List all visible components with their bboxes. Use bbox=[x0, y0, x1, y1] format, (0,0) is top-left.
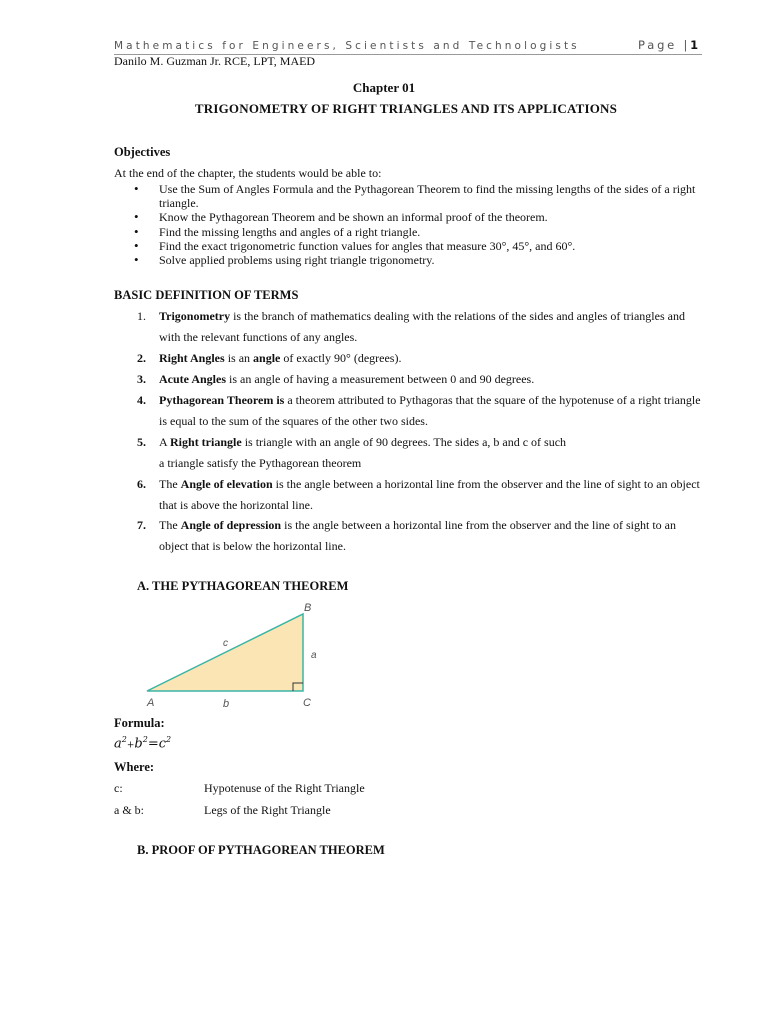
vertex-a-label: A bbox=[147, 697, 155, 709]
term-definition: is the angle between a horizontal line from the observer and the line of sight to an object that is above the horizontal line. bbox=[159, 477, 700, 512]
side-c-label: c bbox=[223, 638, 228, 649]
objective-item: • Use the Sum of Angles Formula and the Pythagorean Theorem to find the missing lengths of the sides of a right triangle. bbox=[134, 182, 704, 210]
terms-heading: BASIC DEFINITION OF TERMS bbox=[114, 288, 299, 302]
term-definition: a theorem attributed to Pythagoras that the square of the hypotenuse of a right triangle is equal to the sum of the squares of the other two sides. bbox=[159, 393, 701, 428]
objectives-list bbox=[134, 182, 704, 267]
running-header-title: Mathematics for Engineers, Scientists and Technologists bbox=[114, 40, 580, 52]
author-line: Danilo M. Guzman Jr. RCE, LPT, MAED bbox=[114, 54, 316, 68]
term-number: 1. bbox=[137, 309, 146, 323]
formula-exponent: 2 bbox=[142, 735, 148, 744]
page-number-value: 1 bbox=[690, 38, 699, 52]
term-definition: of exactly 90° (degrees). bbox=[280, 351, 402, 365]
term-number: 5. bbox=[137, 435, 146, 449]
section-b-heading: B. PROOF OF PYTHAGOREAN THEOREM bbox=[137, 843, 385, 857]
triangle-shape bbox=[147, 614, 303, 691]
term-text bbox=[159, 515, 707, 557]
objective-item: • Know the Pythagorean Theorem and be shown an informal proof of the theorem. bbox=[134, 210, 704, 224]
page-number bbox=[638, 38, 698, 52]
term-definition: is an angle of having a measurement between 0 and 90 degrees. bbox=[226, 372, 535, 386]
variable-label: c: bbox=[114, 781, 123, 795]
formula-b: b bbox=[134, 736, 143, 752]
section-a-heading: A. THE PYTHAGOREAN THEOREM bbox=[137, 579, 349, 593]
term-item-right-triangle bbox=[137, 432, 707, 474]
term-definition-line-2: a triangle satisfy the Pythagorean theorem bbox=[159, 456, 362, 470]
right-triangle-diagram bbox=[130, 598, 330, 714]
objective-item: • Find the exact trigonometric function values for angles that measure 30°, 45°, and 60°. bbox=[134, 239, 704, 253]
term-keyword-2: angle bbox=[253, 351, 281, 365]
term-keyword: Angle of elevation bbox=[180, 477, 273, 491]
term-number: 7. bbox=[137, 518, 146, 532]
term-connector: is an bbox=[224, 351, 254, 365]
pythagorean-formula bbox=[114, 735, 171, 751]
term-keyword: Acute Angles bbox=[159, 372, 226, 386]
term-item-pythagorean-theorem bbox=[137, 390, 707, 432]
variable-label: a & b: bbox=[114, 803, 144, 817]
term-number: 6. bbox=[137, 477, 146, 491]
chapter-title: TRIGONOMETRY OF RIGHT TRIANGLES AND ITS APPLICATIONS bbox=[194, 101, 618, 116]
where-heading: Where: bbox=[114, 760, 155, 774]
vertex-c-label: C bbox=[303, 697, 311, 709]
objective-item: • Find the missing lengths and angles of a right triangle. bbox=[134, 225, 704, 239]
term-number: 2. bbox=[137, 351, 146, 365]
objectives-heading: Objectives bbox=[114, 145, 171, 159]
formula-exponent: 2 bbox=[121, 735, 127, 744]
term-prefix: The bbox=[159, 518, 181, 532]
term-definition: is the angle between a horizontal line from the observer and the line of sight to an object that is below the horizontal line. bbox=[159, 518, 676, 553]
term-keyword: Trigonometry bbox=[159, 309, 231, 323]
formula-c: c bbox=[158, 736, 167, 752]
variable-definition: Hypotenuse of the Right Triangle bbox=[204, 781, 365, 795]
formula-heading: Formula: bbox=[114, 716, 165, 730]
term-keyword: Angle of depression bbox=[180, 518, 282, 532]
term-text bbox=[159, 306, 707, 348]
page-label: Page | bbox=[638, 38, 691, 52]
term-keyword: Right Angles bbox=[159, 351, 225, 365]
term-text bbox=[159, 390, 707, 432]
side-a-label: a bbox=[311, 650, 317, 661]
term-keyword: Right triangle bbox=[170, 435, 242, 449]
term-item-trigonometry bbox=[137, 306, 707, 348]
variable-definition: Legs of the Right Triangle bbox=[204, 803, 331, 817]
side-b-label: b bbox=[223, 698, 230, 710]
term-text bbox=[159, 432, 707, 453]
formula-exponent: 2 bbox=[166, 735, 172, 744]
term-definition: is triangle with an angle of 90 degrees. The sides a, b and c of such bbox=[241, 435, 567, 449]
term-item-angle-of-elevation bbox=[137, 474, 707, 516]
term-text bbox=[159, 369, 707, 390]
formula-plus: + bbox=[126, 740, 135, 751]
term-number: 4. bbox=[137, 393, 146, 407]
term-item-acute-angles bbox=[137, 369, 707, 390]
term-item-angle-of-depression bbox=[137, 515, 707, 557]
objective-item: • Solve applied problems using right triangle trigonometry. bbox=[134, 253, 704, 267]
term-text bbox=[159, 474, 707, 516]
formula-equals: = bbox=[147, 736, 159, 752]
term-prefix: A bbox=[159, 435, 171, 449]
vertex-b-label: B bbox=[304, 602, 312, 614]
term-number: 3. bbox=[137, 372, 146, 386]
objectives-intro: At the end of the chapter, the students would be able to: bbox=[114, 166, 382, 180]
chapter-label: Chapter 01 bbox=[352, 80, 416, 95]
term-text bbox=[159, 348, 707, 369]
term-item-right-angles bbox=[137, 348, 707, 369]
term-definition: is the branch of mathematics dealing with the relations of the sides and angles of triangles and with the relevant functions of any angles. bbox=[159, 309, 685, 344]
formula-a: a bbox=[114, 736, 122, 752]
term-keyword: Pythagorean Theorem is bbox=[159, 393, 285, 407]
term-prefix: The bbox=[159, 477, 181, 491]
